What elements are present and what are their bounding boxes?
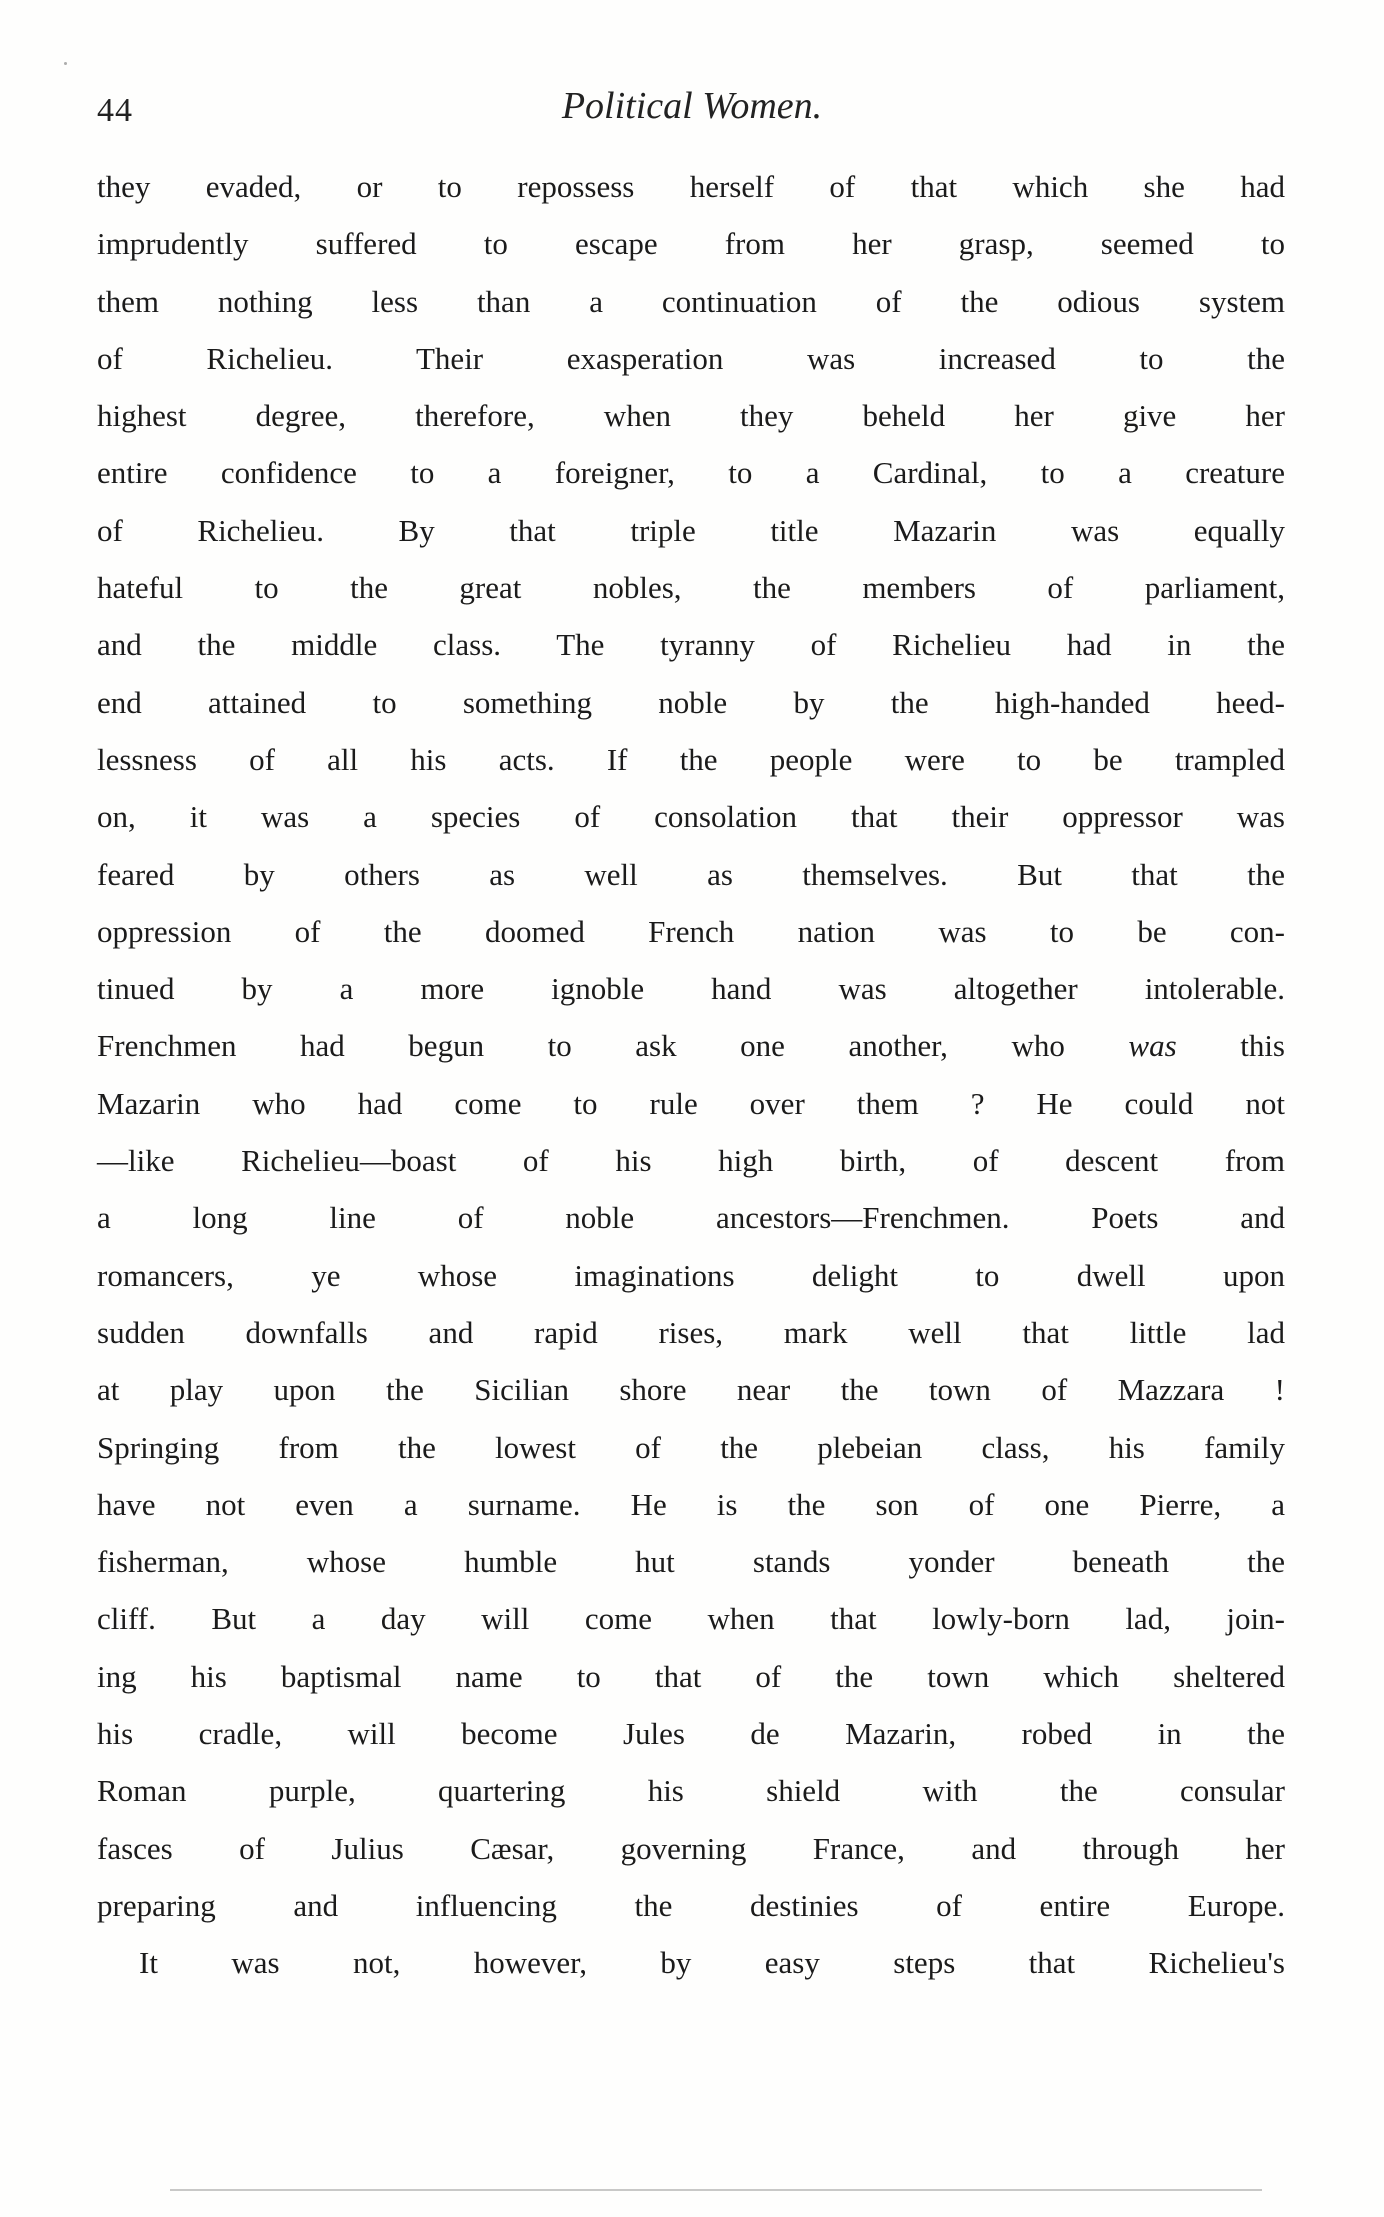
text-segment: lessness of all his acts. If the people were to be trampled — [97, 741, 1285, 777]
text-segment: Roman purple, quartering his shield with the consular — [97, 1773, 1285, 1809]
text-segment: hateful to the great nobles, the members of parliament, — [97, 570, 1285, 606]
text-line — [97, 387, 1285, 444]
text-line — [97, 158, 1285, 215]
text-line — [97, 559, 1285, 616]
text-line — [97, 1533, 1285, 1590]
bottom-rule — [170, 2189, 1262, 2191]
text-segment: them nothing less than a continuation of the odious system — [97, 283, 1285, 319]
text-line — [97, 1762, 1285, 1819]
text-segment: imprudently suffered to escape from her grasp, seemed to — [97, 226, 1285, 262]
text-segment: highest degree, therefore, when they beheld her give her — [97, 398, 1285, 434]
text-line — [97, 1419, 1285, 1476]
text-line — [97, 731, 1285, 788]
text-line — [97, 616, 1285, 673]
text-segment: It was not, however, by easy steps that Richelieu's — [139, 1945, 1285, 1981]
text-line — [97, 215, 1285, 272]
text-segment: this — [1176, 1028, 1285, 1064]
text-line — [97, 1017, 1285, 1074]
text-line — [97, 1189, 1285, 1246]
text-line — [97, 960, 1285, 1017]
text-line — [97, 1361, 1285, 1418]
text-line — [97, 1304, 1285, 1361]
text-line — [97, 444, 1285, 501]
text-segment: they evaded, or to repossess herself of that which she had — [97, 169, 1285, 204]
text-segment: feared by others as well as themselves. But that the — [97, 856, 1285, 892]
text-segment: Mazarin who had come to rule over them ? He could not — [97, 1085, 1285, 1121]
text-line — [97, 330, 1285, 387]
text-segment: Frenchmen had begun to ask one another, who — [97, 1028, 1129, 1064]
text-segment: preparing and influencing the destinies of entire Europe. — [97, 1887, 1285, 1923]
text-line — [97, 273, 1285, 330]
scan-speck — [64, 62, 67, 65]
text-segment: oppression of the doomed French nation was to be con- — [97, 913, 1285, 949]
text-line — [97, 1132, 1285, 1189]
text-segment: on, it was a species of consolation that their oppressor was — [97, 799, 1285, 835]
text-line — [97, 674, 1285, 731]
text-segment: ing his baptismal name to that of the town which sheltered — [97, 1658, 1285, 1694]
text-segment: cliff. But a day will come when that lowly-born lad, join- — [97, 1601, 1285, 1637]
text-line — [97, 1590, 1285, 1647]
text-segment: at play upon the Sicilian shore near the town of Mazzara ! — [97, 1372, 1285, 1408]
text-segment: Springing from the lowest of the plebeian class, his family — [97, 1429, 1285, 1465]
text-line — [97, 502, 1285, 559]
text-segment: entire confidence to a foreigner, to a Cardinal, to a creature — [97, 455, 1285, 491]
text-line — [97, 1075, 1285, 1132]
text-segment: and the middle class. The tyranny of Richelieu had in the — [97, 627, 1285, 663]
text-line — [97, 788, 1285, 845]
text-line — [97, 1934, 1285, 1991]
italic-text: was — [1128, 1028, 1177, 1064]
text-segment: fasces of Julius Cæsar, governing France, and through her — [97, 1830, 1285, 1866]
text-segment: sudden downfalls and rapid rises, mark well that little lad — [97, 1314, 1285, 1350]
page-body — [97, 158, 1285, 1992]
text-segment: a long line of noble ancestors—Frenchmen. Poets and — [97, 1200, 1285, 1236]
text-segment: tinued by a more ignoble hand was altogether intolerable. — [97, 971, 1285, 1007]
text-line — [97, 1247, 1285, 1304]
text-segment: of Richelieu. By that triple title Mazarin was equally — [97, 512, 1285, 548]
text-segment: of Richelieu. Their exasperation was increased to the — [97, 340, 1285, 376]
text-segment: his cradle, will become Jules de Mazarin, robed in the — [97, 1716, 1285, 1752]
running-title: Political Women. — [561, 85, 823, 127]
text-line — [97, 1820, 1285, 1877]
text-line — [97, 1648, 1285, 1705]
page-number: 44 — [97, 92, 133, 129]
text-segment: fisherman, whose humble hut stands yonder beneath the — [97, 1544, 1285, 1580]
text-line — [97, 903, 1285, 960]
text-segment: have not even a surname. He is the son of one Pierre, a — [97, 1486, 1285, 1522]
text-segment: end attained to something noble by the high-handed heed- — [97, 684, 1285, 720]
text-segment: —like Richelieu—boast of his high birth, of descent from — [97, 1143, 1285, 1179]
text-line — [97, 1877, 1285, 1934]
text-line — [97, 1476, 1285, 1533]
text-line — [97, 1705, 1285, 1762]
text-segment: romancers, ye whose imaginations delight to dwell upon — [97, 1257, 1285, 1293]
text-line — [97, 846, 1285, 903]
